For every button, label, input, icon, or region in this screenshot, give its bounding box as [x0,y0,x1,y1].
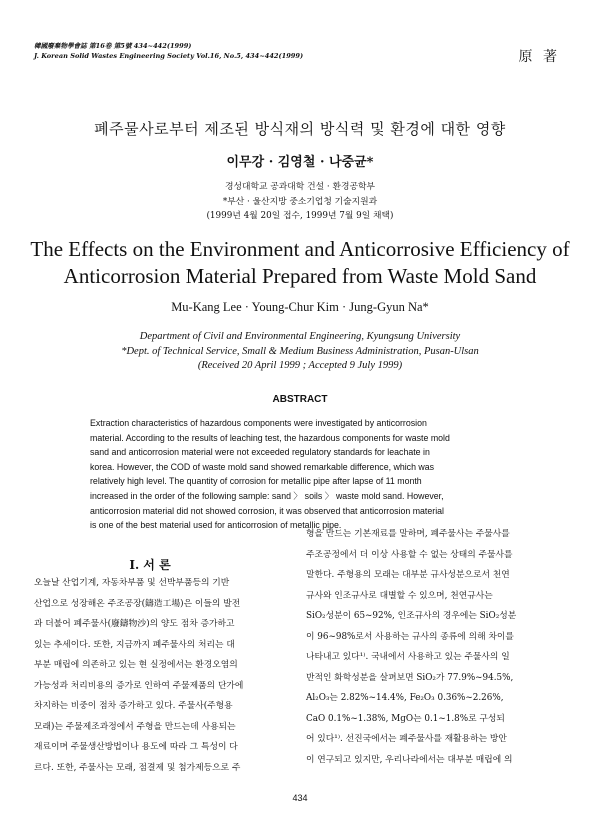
body-line: 이 96~98%로서 사용하는 규사의 종류에 의해 차이를 [306,631,514,642]
korean-affiliation-line: 경성대학교 공과대학 건설 · 환경공학부 [225,182,375,192]
abstract-line: material. According to the results of leaching test, the hazardous components for waste mold [90,432,450,443]
korean-affiliations [0,180,600,224]
journal-line-english: J. Korean Solid Wastes Engineering Society Vol.16, No.5, 434~442(1999) [34,51,304,60]
english-title-line: Anticorrosion Material Prepared from Waste Mold Sand [63,264,537,288]
body-line: 형을 만드는 기본재료를 말하며, 폐주물사는 주물사를 [306,529,510,539]
body-line: 주조공정에서 더 이상 사용할 수 없는 상태의 주물사를 [306,549,513,560]
abstract-line: sand and anticorrosion material were not exceeded regulatory standards for leachate in [90,447,430,458]
body-line: 차지하는 비중이 점차 증가하고 있다. 주물사(주형용 [34,701,233,711]
body-line: SiO₂성분이 65~92%, 인조규사의 경우에는 SiO₂성분 [306,611,517,621]
body-line: 부분 매립에 의존하고 있는 현 실정에서는 환경오염의 [34,660,238,670]
body-line: 나타내고 있다¹⁾. 국내에서 사용하고 있는 주물사의 일 [306,652,510,662]
article-type-label: 原 著 [518,49,560,65]
english-affiliations [0,330,600,374]
body-line: 이 연구되고 있지만, 우리나라에서는 대부분 매립에 의 [306,754,513,765]
body-line: 말한다. 주형용의 모래는 대부분 규사성분으로서 천연 [306,570,510,580]
body-line: 모래)는 주물제조과정에서 주형을 만드는데 사용되는 [34,721,236,732]
korean-title: 폐주물사로부터 제조된 방식재의 방식력 및 환경에 대한 영향 [94,120,506,138]
body-line: 어 있다¹⁾. 선진국에서는 폐주물사를 재활용하는 방안 [306,734,507,744]
english-authors: Mu-Kang Lee · Young-Chur Kim · Jung-Gyun Na* [171,300,429,314]
body-line: 재료이며 주물생산방법이나 용도에 따라 그 특성이 다 [34,742,238,752]
section-heading-introduction: I. 서 론 [129,558,171,572]
english-affiliation-line: Department of Civil and Environmental Engineering, Kyungsung University [139,331,461,342]
english-affiliation-line: (Received 20 April 1999 ; Accepted 9 July 1999) [197,360,403,371]
right-column-text [306,524,562,770]
abstract-heading: ABSTRACT [272,394,328,405]
abstract-body [90,416,512,533]
korean-affiliation-line: *부산 · 울산지방 중소기업청 기술지원과 [222,196,378,207]
body-line: 과 더불어 폐주물사(廢鑄物沙)의 양도 점차 증가하고 [34,619,235,629]
english-title-line: The Effects on the Environment and Anticorrosive Efficiency of [30,237,570,261]
abstract-line: Extraction characteristics of hazardous components were investigated by anticorrosion [90,418,427,428]
abstract-line: korea. However, the COD of waste mold sand showed remarkable difference, which was [90,461,435,472]
english-affiliation-line: *Dept. of Technical Service, Small & Medium Business Administration, Pusan-Ulsan [121,345,479,357]
korean-affiliation-line: (1999년 4월 20일 접수, 1999년 7월 9일 채택) [206,211,394,222]
abstract-line: relatively high level. The quantity of corrosion for metallic pipe after lapse of 11 month [90,476,422,487]
english-title [0,236,600,290]
abstract-line: increased in the order of the following sample: sand 〉 soils 〉 waste mold sand. However, [90,490,444,501]
body-line: CaO 0.1%~1.38%, MgO는 0.1~1.8%로 구성되 [306,713,505,724]
body-line: 규사와 인조규사로 대별할 수 있으며, 천연규사는 [306,590,493,601]
journal-header [34,42,303,61]
body-line: 있는 추세이다. 또한, 지금까지 폐주물사의 처리는 대 [34,639,235,650]
body-line: 르다. 또한, 주물사는 모래, 점결제 및 첨가제등으로 주 [34,762,241,773]
page-number: 434 [292,793,308,803]
left-column-text [34,573,290,778]
journal-line-korean: 韓國廢棄物學會誌 第16卷 第5號 434~442(1999) [34,42,192,50]
body-line: 가능성과 처리비용의 증가로 인하여 주물제품의 단가에 [34,680,244,691]
korean-authors: 이무강 · 김영철 · 나중균* [226,155,374,170]
body-line: 오늘날 산업기계, 자동차부품 및 선박부품등의 기반 [34,578,230,588]
body-line: Al₂O₃는 2.82%~14.4%, Fe₂O₃ 0.36%~2.26%, [306,693,504,703]
abstract-line: is one of the best material used for anticorrosion of metallic pipe. [90,520,342,531]
body-line: 산업으로 성장해온 주조공장(鑄造工場)은 이들의 발전 [34,598,241,609]
body-line: 반적인 화학성분을 살펴보면 SiO₂가 77.9%~94.5%, [306,672,514,683]
abstract-line: anticorrosion material did not showed corrosion, it was observed that anticorrosion material [90,505,445,516]
